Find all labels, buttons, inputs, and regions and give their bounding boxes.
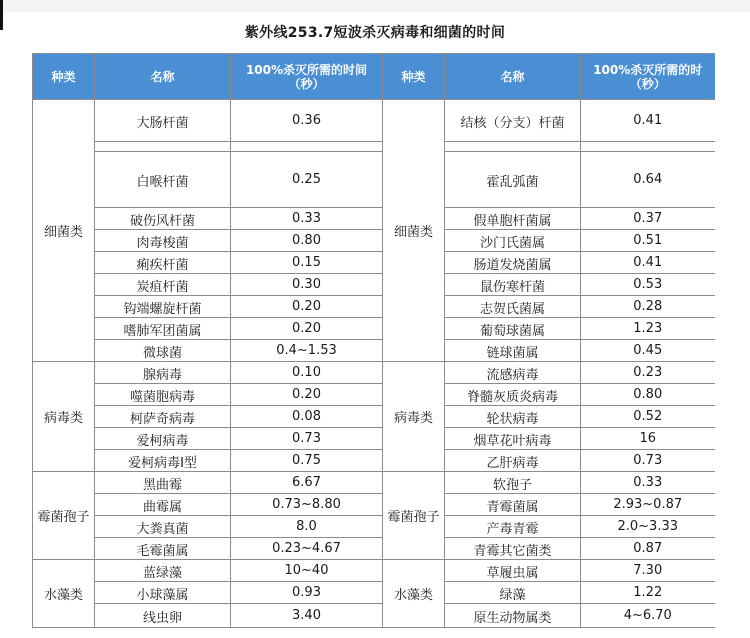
right-item-name: 原生动物属类 — [445, 604, 581, 628]
right-item-time: 7.30 — [581, 560, 715, 582]
header-time-right-line1: 100%杀灭所需的时 — [593, 62, 703, 77]
left-item-name: 曲霉属 — [95, 494, 231, 516]
left-item-time: 0.33 — [231, 208, 383, 230]
right-item-name: 绿藻 — [445, 582, 581, 604]
left-item-time: 0.20 — [231, 384, 383, 406]
right-item-name: 鼠伤寒杆菌 — [445, 274, 581, 296]
right-item-time: 1.22 — [581, 582, 715, 604]
table-row — [33, 274, 715, 296]
left-item-name: 毛霉菌属 — [95, 538, 231, 560]
left-item-name: 蓝绿藻 — [95, 560, 231, 582]
left-item-name: 大肠杆菌 — [95, 100, 231, 142]
table-row — [33, 296, 715, 318]
group-algae: 水藻类 — [33, 560, 95, 628]
right-item-time: 0.45 — [581, 340, 715, 362]
table-row — [33, 450, 715, 472]
right-item-name: 青霉菌属 — [445, 494, 581, 516]
uv-kill-time-table — [32, 53, 715, 628]
left-item-name: 痢疾杆菌 — [95, 252, 231, 274]
group-bacteria: 细菌类 — [33, 100, 95, 362]
header-time — [231, 54, 383, 100]
left-item-name — [95, 142, 231, 152]
table-row — [33, 142, 715, 152]
left-item-name: 腺病毒 — [95, 362, 231, 384]
group-virus-right: 病毒类 — [383, 362, 445, 472]
table-row — [33, 538, 715, 560]
left-item-time: 6.67 — [231, 472, 383, 494]
table-row — [33, 428, 715, 450]
left-item-name: 柯萨奇病毒 — [95, 406, 231, 428]
left-item-time: 0.75 — [231, 450, 383, 472]
right-item-name: 肠道发烧菌属 — [445, 252, 581, 274]
left-item-name: 微球菌 — [95, 340, 231, 362]
table-row — [33, 100, 715, 142]
left-item-name: 爱柯病毒I型 — [95, 450, 231, 472]
right-item-name: 烟草花叶病毒 — [445, 428, 581, 450]
left-item-time: 0.4~1.53 — [231, 340, 383, 362]
right-item-name — [445, 142, 581, 152]
right-item-time: 0.80 — [581, 384, 715, 406]
right-item-time: 4~6.70 — [581, 604, 715, 628]
left-item-name: 钩端螺旋杆菌 — [95, 296, 231, 318]
right-item-time: 0.37 — [581, 208, 715, 230]
table-row — [33, 604, 715, 628]
left-item-time: 0.73~8.80 — [231, 494, 383, 516]
left-item-time: 0.10 — [231, 362, 383, 384]
right-item-name: 轮状病毒 — [445, 406, 581, 428]
right-item-name: 链球菌属 — [445, 340, 581, 362]
left-item-name: 爱柯病毒 — [95, 428, 231, 450]
right-item-time: 0.87 — [581, 538, 715, 560]
header-name-right: 名称 — [445, 54, 581, 100]
left-item-time: 0.20 — [231, 318, 383, 340]
left-item-time: 0.20 — [231, 296, 383, 318]
header-category-right: 种类 — [383, 54, 445, 100]
right-item-name: 假单胞杆菌属 — [445, 208, 581, 230]
left-item-time: 0.23~4.67 — [231, 538, 383, 560]
header-time-line1: 100%杀灭所需的时间 — [245, 62, 368, 77]
table-row — [33, 362, 715, 384]
left-item-time: 3.40 — [231, 604, 383, 628]
left-item-time: 0.36 — [231, 100, 383, 142]
right-item-time: 0.73 — [581, 450, 715, 472]
right-item-time: 0.64 — [581, 152, 715, 208]
right-item-time: 2.0~3.33 — [581, 516, 715, 538]
header-time-line2: （秒） — [288, 76, 325, 91]
table-row — [33, 318, 715, 340]
left-item-name: 小球藻属 — [95, 582, 231, 604]
right-item-name: 草履虫属 — [445, 560, 581, 582]
right-item-time: 0.41 — [581, 100, 715, 142]
right-item-time — [581, 142, 715, 152]
group-mold: 霉菌孢子 — [33, 472, 95, 560]
table-row — [33, 384, 715, 406]
left-item-time: 0.25 — [231, 152, 383, 208]
right-item-name: 流感病毒 — [445, 362, 581, 384]
table-row — [33, 152, 715, 208]
header-name: 名称 — [95, 54, 231, 100]
right-item-time: 0.33 — [581, 472, 715, 494]
left-item-name: 黑曲霉 — [95, 472, 231, 494]
right-item-time: 0.51 — [581, 230, 715, 252]
table-row — [33, 340, 715, 362]
group-mold-right: 霉菌孢子 — [383, 472, 445, 560]
left-item-name: 大粪真菌 — [95, 516, 231, 538]
right-item-time: 0.41 — [581, 252, 715, 274]
right-item-name: 沙门氏菌属 — [445, 230, 581, 252]
right-item-time: 0.28 — [581, 296, 715, 318]
left-item-time — [231, 142, 383, 152]
right-item-time: 0.52 — [581, 406, 715, 428]
table-row — [33, 252, 715, 274]
left-item-time: 0.73 — [231, 428, 383, 450]
table-row — [33, 494, 715, 516]
header-row — [33, 54, 715, 100]
right-item-name: 志贺氏菌属 — [445, 296, 581, 318]
left-item-time: 0.08 — [231, 406, 383, 428]
left-item-name: 炭疽杆菌 — [95, 274, 231, 296]
right-item-name: 脊髓灰质炎病毒 — [445, 384, 581, 406]
left-item-name: 线虫卵 — [95, 604, 231, 628]
right-item-name: 青霉其它菌类 — [445, 538, 581, 560]
table-row — [33, 516, 715, 538]
right-item-name: 霍乱弧菌 — [445, 152, 581, 208]
header-time-right — [581, 54, 715, 100]
left-item-name: 嗜肺军团菌属 — [95, 318, 231, 340]
left-item-time: 0.80 — [231, 230, 383, 252]
right-item-name: 软孢子 — [445, 472, 581, 494]
group-algae-right: 水藻类 — [383, 560, 445, 628]
group-bacteria-right: 细菌类 — [383, 100, 445, 362]
header-time-right-line2: （秒） — [629, 76, 666, 91]
left-item-time: 10~40 — [231, 560, 383, 582]
left-item-time: 0.15 — [231, 252, 383, 274]
right-item-name: 葡萄球菌属 — [445, 318, 581, 340]
header-category: 种类 — [33, 54, 95, 100]
right-item-time: 2.93~0.87 — [581, 494, 715, 516]
table-row — [33, 582, 715, 604]
top-strip — [0, 0, 750, 12]
table-row — [33, 472, 715, 494]
right-item-name: 结核（分支）杆菌 — [445, 100, 581, 142]
table-row — [33, 406, 715, 428]
table-row — [33, 560, 715, 582]
left-item-name: 噬菌胞病毒 — [95, 384, 231, 406]
table-row — [33, 208, 715, 230]
page-title: 紫外线253.7短波杀灭病毒和细菌的时间 — [244, 25, 506, 41]
right-item-name: 产毒青霉 — [445, 516, 581, 538]
right-item-time: 0.53 — [581, 274, 715, 296]
left-item-time: 8.0 — [231, 516, 383, 538]
right-item-name: 乙肝病毒 — [445, 450, 581, 472]
left-item-name: 破伤风杆菌 — [95, 208, 231, 230]
left-item-name: 白喉杆菌 — [95, 152, 231, 208]
right-item-time: 16 — [581, 428, 715, 450]
table-row — [33, 230, 715, 252]
right-item-time: 0.23 — [581, 362, 715, 384]
left-item-time: 0.30 — [231, 274, 383, 296]
left-item-time: 0.93 — [231, 582, 383, 604]
group-virus: 病毒类 — [33, 362, 95, 472]
left-item-name: 肉毒梭菌 — [95, 230, 231, 252]
right-item-time: 1.23 — [581, 318, 715, 340]
